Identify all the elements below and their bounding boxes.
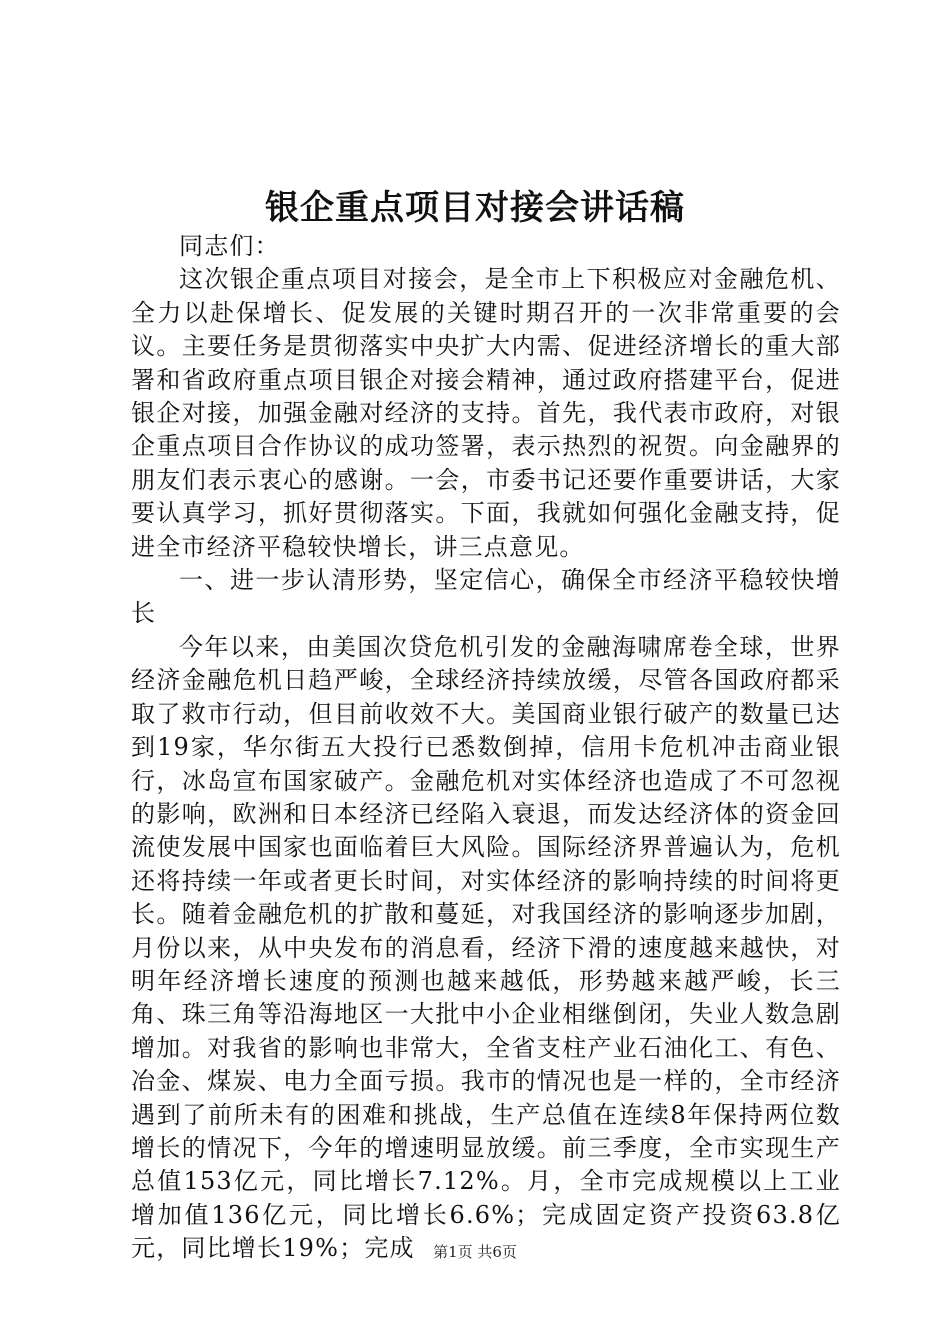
document-body bbox=[131, 230, 841, 1266]
page-footer: 第1页 共6页 bbox=[433, 1243, 517, 1261]
body-paragraph: 这次银企重点项目对接会，是全市上下积极应对金融危机、全力以赴保增长、促发展的关键时期召开的一次非常重要的会议。主要任务是贯彻落实中央扩大内需、促进经济增长的重大部署和省政府重点项目银企对接会精神，通过政府搭建平台，促进银企对接，加强金融对经济的支持。首先，我代表市政府，对银企重点项目合作协议的成功签署，表示热烈的祝贺。向金融界的朋友们表示衷心的感谢。一会，市委书记还要作重要讲话，大家要认真学习，抓好贯彻落实。下面，我就如何强化金融支持，促进全市经济平稳较快增长，讲三点意见。 bbox=[131, 265, 841, 561]
section-heading: 一、进一步认清形势，坚定信心，确保全市经济平稳较快增长 bbox=[131, 566, 841, 628]
document-title: 银企重点项目对接会讲话稿 bbox=[265, 188, 685, 228]
salutation-paragraph: 同志们： bbox=[179, 232, 280, 260]
body-paragraph: 今年以来，由美国次贷危机引发的金融海啸席卷全球，世界经济金融危机日趋严峻，全球经济持续放缓，尽管各国政府都采取了救市行动，但目前收效不大。美国商业银行破产的数量已达到19家，华尔街五大投行已悉数倒掉，信用卡危机冲击商业银行，冰岛宣布国家破产。金融危机对实体经济也造成了不可忽视的影响，欧洲和日本经济已经陷入衰退，而发达经济体的资金回流使发展中国家也面临着巨大风险。国际经济界普遍认为，危机还将持续一年或者更长时间，对实体经济的影响持续的时间将更长。随着金融危机的扩散和蔓延，对我国经济的影响逐步加剧，月份以来，从中央发布的消息看，经济下滑的速度越来越快，对明年经济增长速度的预测也越来越低，形势越来越严峻，长三角、珠三角等沿海地区一大批中小企业相继倒闭，失业人数急剧增加。对我省的影响也非常大，全省支柱产业石油化工、有色、冶金、煤炭、电力全面亏损。我市的情况也是一样的，全市经济遇到了前所未有的困难和挑战，生产总值在连续8年保持两位数增长的情况下，今年的增速明显放缓。前三季度，全市实现生产总值153亿元，同比增长7.12%。月，全市完成规模以上工业增加值136亿元，同比增长6.6%；完成固定资产投资63.8亿元，同比增长19%；完成 bbox=[131, 632, 841, 1263]
